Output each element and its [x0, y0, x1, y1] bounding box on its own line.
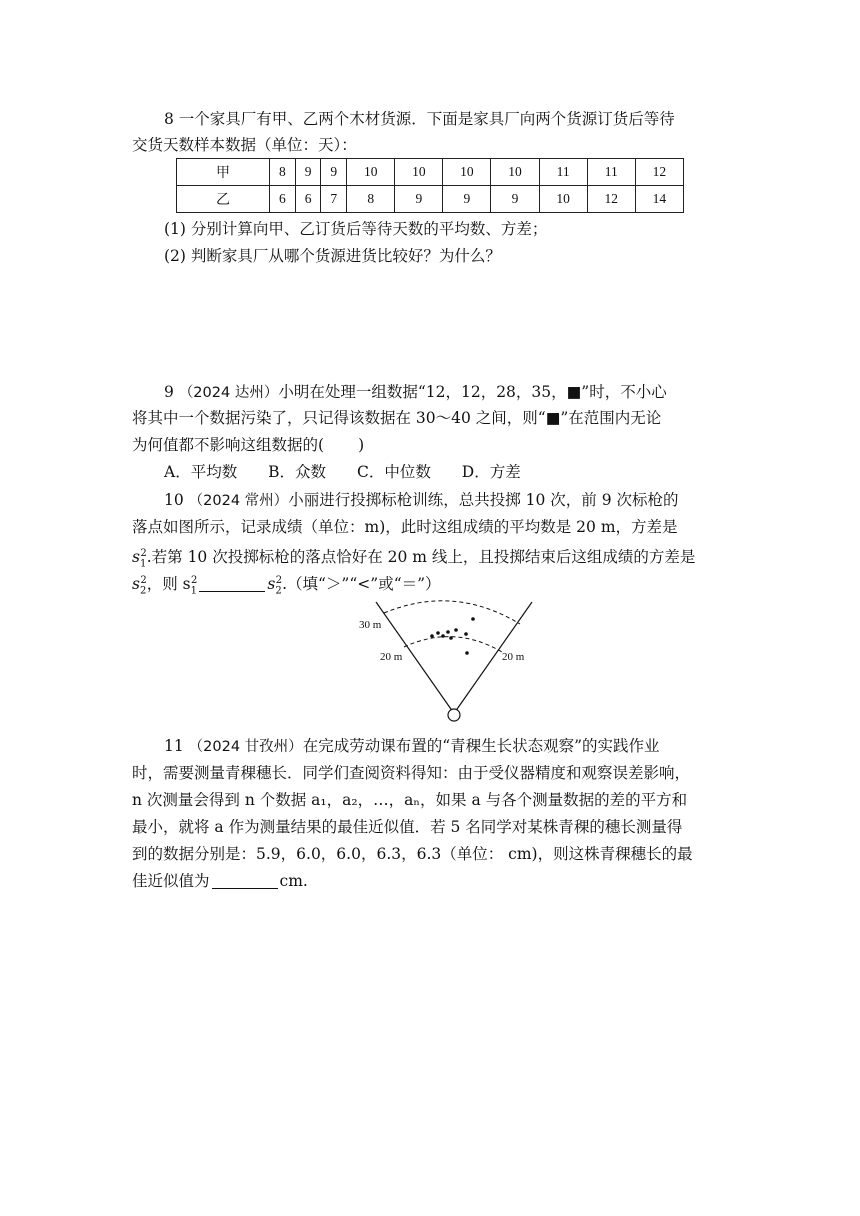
landing-point — [446, 630, 450, 634]
landing-point — [464, 632, 468, 636]
landing-point — [471, 617, 475, 621]
q9-option-c[interactable]: C．中位数 — [356, 463, 431, 481]
table-row-label: 乙 — [177, 186, 270, 213]
landing-point — [449, 636, 453, 640]
table-cell: 10 — [395, 159, 443, 186]
q9-number: 9 — [164, 383, 174, 401]
q11-answer-blank[interactable] — [212, 873, 278, 889]
table-cell: 6 — [295, 186, 321, 213]
landing-point — [436, 631, 440, 635]
q11-line-6: 佳近似值为 cm. — [132, 872, 308, 890]
landing-point — [465, 651, 469, 655]
table-row — [177, 186, 684, 213]
table-cell: 10 — [443, 159, 491, 186]
label-30m: 30 m — [359, 619, 382, 631]
table-row — [177, 159, 684, 186]
table-cell: 6 — [270, 186, 296, 213]
table-cell: 10 — [491, 159, 539, 186]
q8-sub-question-2: (2) 判断家具厂从哪个货源进货比较好？为什么？ — [164, 247, 501, 265]
landing-point — [454, 628, 458, 632]
q10-line-2: 落点如图所示，记录成绩（单位：m)，此时这组成绩的平均数是 20 m，方差是 — [132, 518, 678, 536]
table-cell: 9 — [395, 186, 443, 213]
table-cell: 9 — [321, 159, 347, 186]
delivery-days-table — [176, 158, 684, 213]
q10-number: 10 — [164, 491, 184, 509]
q10-line-1 — [164, 490, 764, 511]
q11-line-3: n 次测量会得到 n 个数据 a₁，a₂，…，aₙ，如果 a 与各个测量数据的差的平方和 — [132, 791, 688, 809]
label-20m-right: 20 m — [502, 651, 525, 663]
table-cell: 8 — [270, 159, 296, 186]
landing-point — [430, 634, 434, 638]
table-cell: 12 — [635, 159, 683, 186]
q11-line-5: 到的数据分别是：5.9，6.0，6.0，6.3，6.3（单位： cm)，则这株青稞穗长的最 — [132, 845, 693, 863]
q11-line-1 — [164, 736, 764, 757]
table-cell: 11 — [587, 159, 635, 186]
q10-answer-blank[interactable] — [199, 576, 265, 592]
q9-line-1 — [164, 382, 764, 403]
landing-point — [441, 634, 445, 638]
q11-line-4: 最小，就将 a 作为测量结果的最佳近似值．若 5 名同学对某株青稞的穗长测量得 — [132, 818, 683, 836]
q11-line-2: 时，需要测量青稞穗长．同学们查阅资料得知：由于受仪器精度和观察误差影响， — [132, 764, 691, 782]
arc-30m — [384, 601, 520, 624]
table-cell: 7 — [321, 186, 347, 213]
q10-text-1: 小丽进行投掷标枪训练，总共投掷 10 次，前 9 次标枪的 — [288, 491, 679, 509]
q8-sub-question-1: (1) 分别计算向甲、乙订货后等待天数的平均数、方差； — [164, 220, 548, 238]
javelin-landing-figure — [352, 600, 552, 724]
q9-text-1: 小明在处理一组数据“12，12，28，35，■”时，不小心 — [278, 383, 667, 401]
q9-options — [164, 462, 764, 482]
q10-line-3: $s_1^2$.若第 10 次投掷标枪的落点恰好在 20 m 线上，且投掷结束后这组成绩的方差是 — [132, 548, 696, 570]
q9-option-d[interactable]: D．方差 — [461, 463, 521, 481]
q9-source: （2024 达州） — [178, 385, 279, 401]
throwing-circle — [448, 709, 460, 721]
q10-line-4: $s_2^2$，则 $s_1^2$ $s_2^2$.（填“＞”“<”或“＝”） — [132, 575, 441, 597]
q11-number: 11 — [164, 737, 184, 755]
q8-line-2: 交货天数样本数据（单位：天）： — [132, 136, 357, 154]
table-cell: 9 — [491, 186, 539, 213]
table-cell: 11 — [539, 159, 587, 186]
q9-paren-close: ) — [358, 436, 365, 454]
table-cell: 10 — [347, 159, 395, 186]
table-cell: 9 — [443, 186, 491, 213]
q9-option-a[interactable]: A．平均数 — [164, 463, 238, 481]
q11-source: （2024 甘孜州） — [188, 739, 303, 755]
q9-text-3: 为何值都不影响这组数据的( — [132, 436, 325, 454]
q10-source: （2024 常州） — [188, 493, 289, 509]
table-cell: 14 — [635, 186, 683, 213]
label-20m-left: 20 m — [380, 651, 403, 663]
q8-line-1: 8 一个家具厂有甲、乙两个木材货源．下面是家具厂向两个货源订货后等待 — [164, 110, 675, 128]
table-cell: 8 — [347, 186, 395, 213]
q9-line-3 — [132, 435, 732, 455]
table-cell: 9 — [295, 159, 321, 186]
table-cell: 12 — [587, 186, 635, 213]
table-row-label: 甲 — [177, 159, 270, 186]
q9-option-b[interactable]: B．众数 — [268, 463, 327, 481]
q9-line-2: 将其中一个数据污染了，只记得该数据在 30～40 之间，则“■”在范围内无论 — [132, 409, 662, 427]
table-cell: 10 — [539, 186, 587, 213]
arc-20m — [404, 637, 502, 652]
q11-text-1: 在完成劳动课布置的“青稞生长状态观察”的实践作业 — [302, 737, 660, 755]
